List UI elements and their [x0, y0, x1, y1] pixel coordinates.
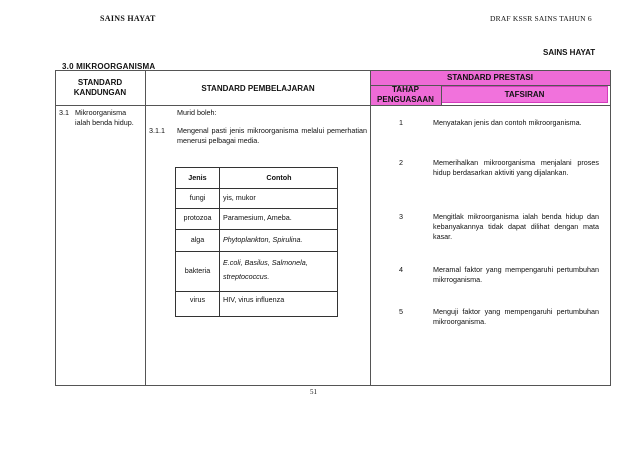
pembelajaran-number: 3.1.1 [149, 126, 165, 135]
tahap-number: 3 [399, 212, 403, 221]
inner-row-contoh: yis, mukor [223, 193, 256, 202]
header-tahap-penguasaan: TAHAP PENGUASAAN [377, 85, 434, 104]
section-title: 3.0 MIKROORGANISMA [62, 62, 156, 71]
inner-row-jenis: fungi [189, 193, 206, 202]
header-left: SAINS HAYAT [100, 14, 156, 23]
tafsiran-text: Meramal faktor yang mempengaruhi pertumbuhan mikrroganisma. [433, 265, 599, 284]
inner-row-contoh: E.coli, Basilus, Salmonela, streptococcus. [223, 258, 308, 281]
header-standard-kandungan: STANDARD KANDUNGAN [73, 78, 127, 97]
header-standard-pembelajaran: STANDARD PEMBELAJARAN [201, 84, 315, 93]
tafsiran-text: Menyatakan jenis dan contoh mikroorganisma. [433, 118, 582, 127]
kandungan-number: 3.1 [59, 108, 69, 117]
tahap-number: 4 [399, 265, 403, 274]
inner-header-contoh: Contoh [266, 173, 292, 182]
pembelajaran-text: Mengenal pasti jenis mikroorganisma melalui pemerhatian menerusi pelbagai media. [177, 126, 367, 145]
inner-row-jenis: bakteria [184, 266, 211, 275]
subject-title: SAINS HAYAT [543, 48, 596, 57]
header-right: DRAF KSSR SAINS TAHUN 6 [490, 14, 592, 23]
tafsiran-text: Menguji faktor yang mempengaruhi pertumbuhan mikroorganisma. [433, 307, 599, 326]
page-number: 51 [310, 388, 317, 396]
header-tafsiran: TAFSIRAN [504, 90, 545, 99]
tafsiran-text: Memerihalkan mikroorganisma menjalani proses hidup berdasarkan aktiviti yang dijalankan. [433, 158, 599, 177]
inner-row-contoh: Phytoplankton, Spirulina. [223, 235, 303, 244]
inner-row-jenis: virus [189, 295, 206, 304]
tahap-number: 1 [399, 118, 403, 127]
inner-row-contoh: Paramesium, Ameba. [223, 213, 292, 222]
inner-row-jenis: alga [190, 235, 205, 244]
inner-header-jenis: Jenis [188, 173, 207, 182]
tahap-number: 2 [399, 158, 403, 167]
kandungan-text: Mikroorganisma ialah benda hidup. [75, 108, 134, 127]
inner-row-contoh: HIV, virus influenza [223, 295, 285, 304]
inner-row-jenis: protozoa [183, 213, 212, 222]
tahap-number: 5 [399, 307, 403, 316]
pembelajaran-intro: Murid boleh: [177, 108, 217, 117]
header-standard-prestasi: STANDARD PRESTASI [447, 73, 533, 82]
tafsiran-text: Mengitlak mikroorganisma ialah benda hidup dan kebanyakannya tidak dapat dilihat dengan mata kasar. [433, 212, 599, 241]
